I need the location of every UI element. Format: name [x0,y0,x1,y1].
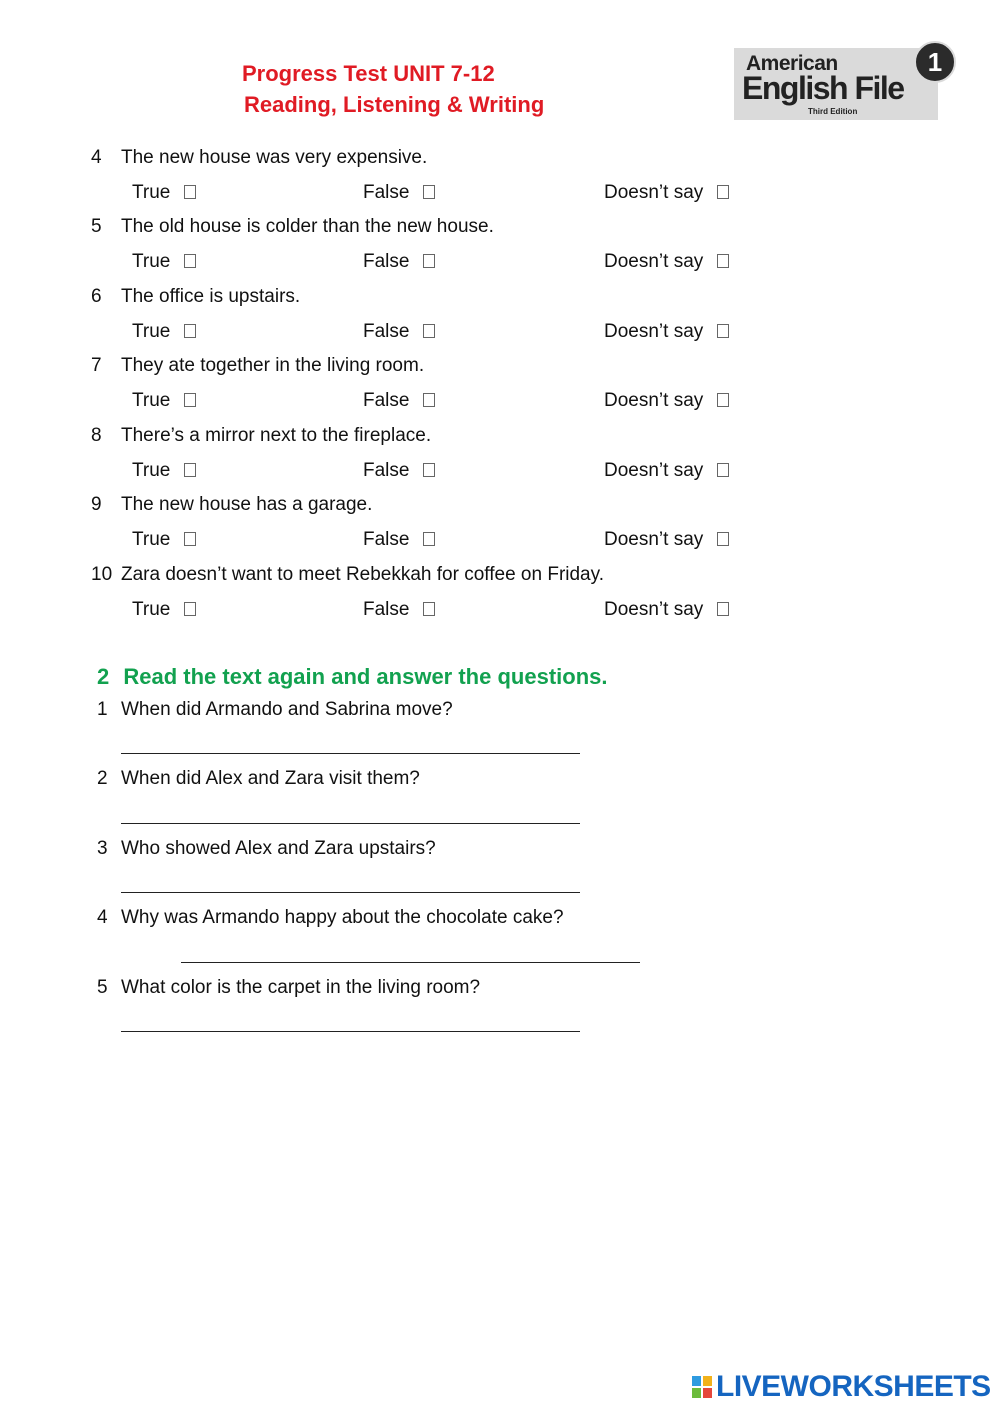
logo-level-badge: 1 [914,41,956,83]
option-false-label: False [363,599,410,620]
false-checkbox[interactable] [423,532,435,546]
question-5 [97,977,481,999]
true-checkbox[interactable] [184,602,196,616]
tf-question-number: 5 [91,216,102,237]
answer-line-5[interactable] [121,1030,580,1032]
tf-question-text: The new house has a garage. [121,494,373,515]
question-number: 3 [97,838,108,859]
option-true-label: True [132,390,171,411]
true-checkbox[interactable] [184,254,196,268]
option-false[interactable] [363,182,435,204]
tf-question-text: There’s a mirror next to the fireplace. [121,425,432,446]
answer-line-3[interactable] [121,891,580,893]
test-title: Progress Test UNIT 7-12 [242,61,495,86]
option-doesnt-say[interactable] [604,599,729,621]
doesnt-say-checkbox[interactable] [717,185,729,199]
option-doesnt-say[interactable] [604,321,729,343]
answer-line-1[interactable] [121,752,580,754]
false-checkbox[interactable] [423,393,435,407]
question-text: When did Armando and Sabrina move? [121,699,453,720]
tf-question-number: 9 [91,494,102,515]
true-checkbox[interactable] [184,532,196,546]
doesnt-say-checkbox[interactable] [717,463,729,477]
option-doesnt-say-label: Doesn’t say [604,321,704,342]
doesnt-say-checkbox[interactable] [717,532,729,546]
option-true-label: True [132,321,171,342]
option-false-label: False [363,529,410,550]
true-checkbox[interactable] [184,393,196,407]
option-false-label: False [363,321,410,342]
option-false-label: False [363,251,410,272]
option-true[interactable] [132,321,196,343]
option-doesnt-say-label: Doesn’t say [604,460,704,481]
option-false[interactable] [363,321,435,343]
true-checkbox[interactable] [184,463,196,477]
test-subtitle: Reading, Listening & Writing [244,92,545,117]
option-doesnt-say[interactable] [604,390,729,412]
option-true[interactable] [132,599,196,621]
american-english-file-logo [734,47,943,120]
doesnt-say-checkbox[interactable] [717,602,729,616]
false-checkbox[interactable] [423,324,435,338]
question-2 [97,768,420,790]
option-false[interactable] [363,251,435,273]
tf-question-number: 10 [91,564,113,585]
option-doesnt-say[interactable] [604,460,729,482]
doesnt-say-checkbox[interactable] [717,393,729,407]
true-checkbox[interactable] [184,324,196,338]
option-doesnt-say[interactable] [604,182,729,204]
false-checkbox[interactable] [423,602,435,616]
option-true-label: True [132,182,171,203]
question-text: Who showed Alex and Zara upstairs? [121,838,436,859]
tf-question-text: Zara doesn’t want to meet Rebekkah for coffee on Friday. [121,564,604,585]
logo-edition: Third Edition [808,107,858,116]
true-checkbox[interactable] [184,185,196,199]
option-false[interactable] [363,529,435,551]
option-doesnt-say-label: Doesn’t say [604,390,704,411]
answer-line-4[interactable] [181,961,640,963]
option-true-label: True [132,529,171,550]
tf-question-number: 4 [91,147,102,168]
answer-line-2[interactable] [121,822,580,824]
option-false[interactable] [363,390,435,412]
option-true[interactable] [132,529,196,551]
question-number: 4 [97,907,108,928]
logo-line1: American [746,52,838,75]
option-true[interactable] [132,251,196,273]
tf-question-number: 8 [91,425,102,446]
tf-question-text: The old house is colder than the new house. [121,216,494,237]
option-doesnt-say-label: Doesn’t say [604,599,704,620]
question-4 [97,907,564,929]
question-3 [97,838,436,860]
option-false-label: False [363,182,410,203]
option-true-label: True [132,599,171,620]
tf-question-text: They ate together in the living room. [121,355,425,376]
option-false[interactable] [363,460,435,482]
tf-question-number: 6 [91,286,102,307]
false-checkbox[interactable] [423,254,435,268]
logo-line2: English File [742,70,904,106]
question-text: What color is the carpet in the living room? [121,977,481,998]
option-doesnt-say[interactable] [604,251,729,273]
option-true[interactable] [132,182,196,204]
option-doesnt-say-label: Doesn’t say [604,251,704,272]
liveworksheets-logo-icon [692,1376,712,1398]
option-false-label: False [363,390,410,411]
tf-question-number: 7 [91,355,102,376]
doesnt-say-checkbox[interactable] [717,324,729,338]
option-true-label: True [132,460,171,481]
liveworksheets-brand: LIVEWORKSHEETS [716,1370,991,1403]
option-doesnt-say[interactable] [604,529,729,551]
false-checkbox[interactable] [423,463,435,477]
question-text: When did Alex and Zara visit them? [121,768,420,789]
question-1 [97,699,453,721]
question-number: 5 [97,977,108,998]
tf-question-text: The office is upstairs. [121,286,301,307]
question-number: 1 [97,699,108,720]
false-checkbox[interactable] [423,185,435,199]
option-true[interactable] [132,390,196,412]
tf-question-text: The new house was very expensive. [121,147,428,168]
option-true-label: True [132,251,171,272]
section-2-heading [97,664,607,690]
option-false-label: False [363,460,410,481]
section-number: 2 [97,664,110,689]
option-true[interactable] [132,460,196,482]
option-doesnt-say-label: Doesn’t say [604,182,704,203]
option-false[interactable] [363,599,435,621]
option-doesnt-say-label: Doesn’t say [604,529,704,550]
question-text: Why was Armando happy about the chocolate cake? [121,907,564,928]
doesnt-say-checkbox[interactable] [717,254,729,268]
question-number: 2 [97,768,108,789]
section-instruction: Read the text again and answer the questions. [123,664,608,689]
